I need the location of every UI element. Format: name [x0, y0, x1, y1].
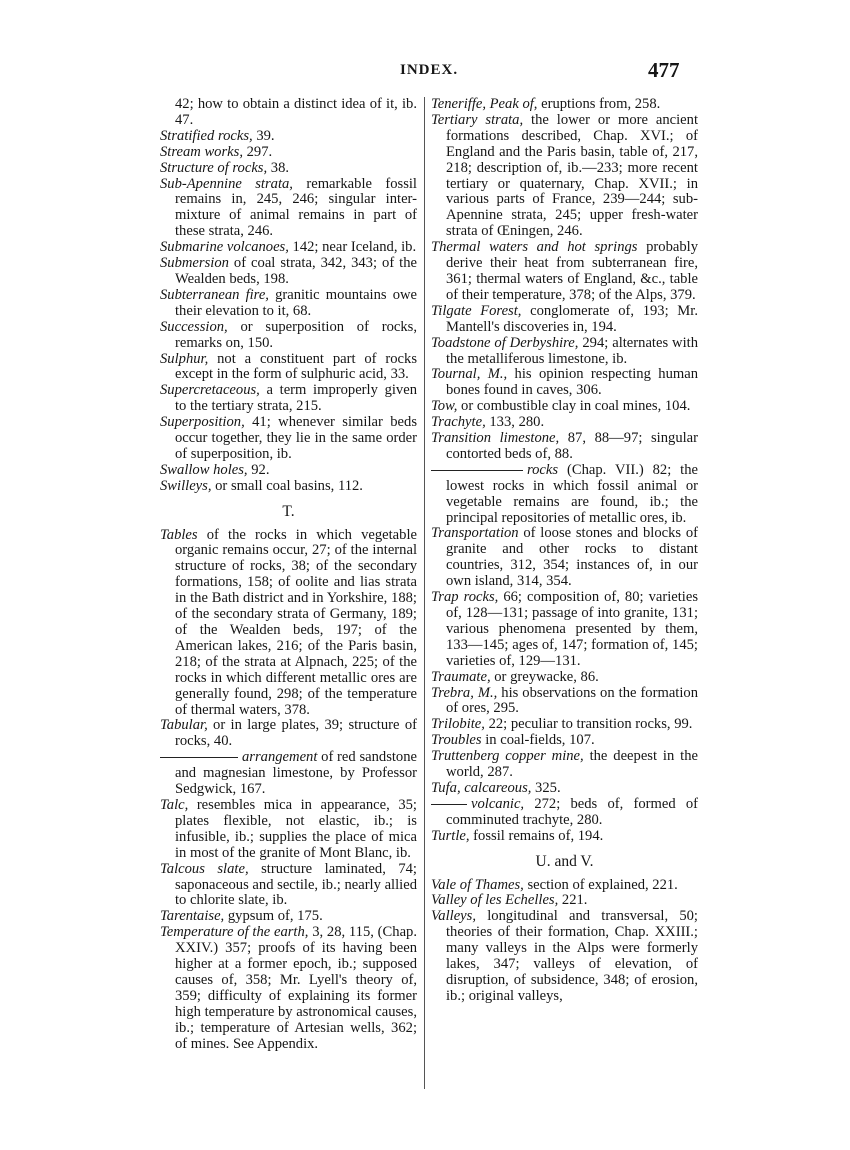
index-headword: Valley of les Echelles,	[431, 892, 559, 909]
index-entry-text: 42; how to obtain a distinct idea of it, ib. 47.	[175, 96, 417, 128]
index-headword: Tow,	[431, 398, 458, 415]
index-entry	[160, 383, 417, 415]
index-entry-text: of red sandstone and magnesian limestone, by Professor Sedgwick, 167.	[175, 749, 417, 798]
index-entry-text: 66; composition of, 80; varieties of, 128—131; passage of into granite, 131; various phenomena presented by them, 133—145; ages of, 147; formation of, 145; varieties of, 129—131.	[446, 589, 699, 669]
index-entry	[160, 177, 417, 241]
index-entry	[431, 590, 698, 670]
index-headword: Trachyte,	[431, 414, 486, 431]
index-headword: Sulphur,	[160, 350, 209, 367]
index-entry	[160, 256, 417, 288]
index-headword: Structure of rocks,	[160, 159, 268, 176]
index-entry-text: or combustible clay in coal mines, 104.	[457, 398, 691, 415]
index-entry-text: not a constituent part of rocks except in the form of sulphuric acid, 33.	[175, 350, 417, 383]
index-headword: Transportation	[431, 525, 519, 542]
index-entry-text: 272; beds of, formed of comminuted trachyte, 280.	[446, 795, 698, 828]
index-entry	[160, 718, 417, 750]
index-entry-text: 39.	[252, 127, 275, 144]
index-entry	[431, 733, 698, 749]
index-entry	[431, 367, 698, 399]
index-entry-text: or in large plates, 39; structure of rocks, 40.	[175, 717, 417, 750]
index-entry	[160, 463, 417, 479]
index-entry-text: granitic mountains owe their elevation to it, 68.	[175, 286, 418, 319]
index-entry-text: 297.	[242, 143, 273, 160]
index-entry-text: 294; alternates with the metalliferous limestone, ib.	[446, 334, 698, 367]
index-entry	[160, 925, 417, 1052]
index-entry	[160, 129, 417, 145]
index-entry	[431, 749, 698, 781]
index-entry	[160, 240, 417, 256]
ditto-dash	[160, 757, 238, 758]
index-entry-text: 22; peculiar to transition rocks, 99.	[484, 716, 693, 733]
index-entry-text: a term improperly given to the tertiary strata, 215.	[175, 382, 417, 415]
index-entry-text: 221.	[558, 892, 588, 909]
index-entry	[431, 878, 698, 894]
index-headword: Trap rocks,	[431, 589, 499, 606]
index-entry	[431, 781, 698, 797]
index-entry	[160, 415, 417, 463]
index-headword: Supercretaceous,	[160, 382, 260, 399]
index-entry	[431, 415, 698, 431]
index-entry	[431, 526, 698, 590]
index-entry	[431, 399, 698, 415]
index-headword: Tertiary strata,	[431, 111, 524, 128]
index-entry	[160, 862, 417, 910]
index-entry	[431, 113, 698, 240]
running-title: INDEX.	[400, 62, 459, 78]
index-subentry	[431, 797, 698, 829]
index-headword: Tufa, calcareous,	[431, 779, 532, 796]
index-headword: Temperature of the earth,	[160, 924, 309, 941]
index-headword: Superposition,	[160, 414, 245, 431]
index-headword: Vale of Thames,	[431, 876, 524, 893]
index-headword: Succession,	[160, 318, 228, 335]
index-headword: Thermal waters and hot springs	[431, 239, 638, 256]
index-headword: Troubles	[431, 732, 482, 749]
index-entry-text: or greywacke, 86.	[490, 668, 599, 685]
index-entry-text: his opinion respecting human bones found in caves, 306.	[446, 366, 698, 399]
index-entry-text: 92.	[247, 461, 270, 478]
index-entry	[160, 145, 417, 161]
index-entry-text: of coal strata, 342, 343; of the Wealden beds, 198.	[175, 255, 417, 287]
index-entry-text: gypsum of, 175.	[224, 908, 323, 925]
index-entry-text: or superposition of rocks, remarks on, 150.	[175, 318, 417, 351]
index-headword: Toadstone of Derbyshire,	[431, 334, 579, 351]
index-entry	[431, 670, 698, 686]
index-entry-text: his observations on the formation of ores, 295.	[446, 684, 699, 717]
index-entry-text: 325.	[531, 779, 561, 796]
index-section-heading: T.	[282, 502, 295, 520]
index-entry-text: probably derive their heat from subterranean fire, 361; thermal waters of England, &c., table of their temperature, 378; of the Alps, 379.	[446, 239, 699, 303]
index-entry-text: conglomerate of, 193; Mr. Mantell's discoveries in, 194.	[446, 302, 698, 335]
page-number: 477	[648, 58, 680, 82]
index-column-right	[431, 97, 698, 1005]
index-entry	[160, 288, 417, 320]
index-entry	[431, 431, 698, 463]
index-headword: Stream works,	[160, 143, 243, 160]
index-entry	[431, 829, 698, 845]
index-headword: Teneriffe, Peak of,	[431, 96, 538, 112]
index-headword: Swilleys,	[160, 477, 212, 494]
index-entry-continued	[160, 97, 417, 129]
index-headword: arrangement	[242, 749, 318, 766]
index-entry-text: of the rocks in which vegetable organic remains occur, 27; of the internal structure of rocks, 38; of the secondary formations, 158; of oolite and lias strata in the Bath district and in Yorkshire, 188; of the secondary strata of Germany, 189; of the Wealden beds, 197; of the American lakes, 216; of the Paris basin, 218; of the strata at Alpnach, 225; of the rocks in which different metallic ores are generally found, 298; of the temperature of thermal waters, 378.	[175, 526, 417, 718]
index-headword: Submersion	[160, 255, 229, 272]
index-section-heading: U. and V.	[535, 852, 594, 870]
ditto-dash	[431, 804, 467, 805]
column-divider	[424, 97, 425, 1089]
index-entry-text: 3, 28, 115, (Chap. XXIV.) 357; proofs of its having been higher at a former epoch, ib.; supposed causes of, 358; Mr. Lyell's theory of, 359; difficulty of explaining its former high temperature by astronomical causes, ib.; temperature of Artesian wells, 362; of mines. See Appendix.	[175, 924, 417, 1052]
index-entry-text: or small coal basins, 112.	[211, 477, 363, 494]
index-entry-text: section of explained, 221.	[523, 876, 678, 893]
index-headword: Traumate,	[431, 668, 491, 685]
index-entry	[431, 97, 698, 113]
index-headword: Truttenberg copper mine,	[431, 748, 584, 765]
index-column-left	[160, 97, 417, 1052]
index-entry-text: 41; whenever similar beds occur together, they lie in the same order of superposition, ib.	[175, 414, 417, 462]
index-entry	[160, 909, 417, 925]
index-headword: Valleys,	[431, 908, 476, 925]
index-entry-text: the lower or more ancient formations described, Chap. XVI.; of England and the Paris basin, table of, 217, 218; description of, ib.—233; more recent tertiary or quaternary, Chap. XVII.; in various parts of France, 239—244; sub-Apennine strata, 245; upper fresh-water strata of Œningen, 246.	[446, 111, 699, 240]
index-entry-text: in coal-fields, 107.	[481, 732, 595, 749]
index-headword: Swallow holes,	[160, 461, 248, 478]
index-headword: Subterranean fire,	[160, 286, 269, 303]
index-entry	[431, 240, 698, 304]
index-entry-text: structure laminated, 74; saponaceous and sectile, ib.; nearly allied to chlorite slate, ib.	[175, 860, 417, 909]
index-headword: Talc,	[160, 796, 189, 813]
index-headword: Submarine volcanoes,	[160, 239, 289, 256]
index-headword: Tables	[160, 526, 198, 543]
index-headword: Turtle,	[431, 827, 470, 844]
index-headword: Tabular,	[160, 717, 208, 734]
index-entry	[431, 717, 698, 733]
index-entry-text: of loose stones and blocks of granite and other rocks to distant countries, 312, 354; instances of, in our own island, 314, 354.	[446, 525, 698, 590]
index-entry-text: 87, 88—97; singular contorted beds of, 88.	[446, 430, 699, 462]
index-entry	[160, 352, 417, 384]
index-entry-text: 38.	[267, 159, 290, 176]
index-headword: Sub-Apennine strata,	[160, 175, 293, 192]
index-entry-text: remarkable fossil remains in, 245, 246; singular inter-mixture of animal remains in part of these strata, 246.	[175, 175, 417, 240]
index-headword: Trebra, M.,	[431, 684, 498, 701]
index-headword: Tarentaise,	[160, 908, 225, 925]
index-headword: Trilobite,	[431, 716, 485, 733]
index-entry	[160, 798, 417, 862]
index-entry	[431, 909, 698, 1004]
index-entry-text: resembles mica in appearance, 35; plates flexible, not elastic, ib.; is infusible, ib.; supplies the place of mica in most of the granite of Mont Blanc, ib.	[175, 796, 417, 861]
page-header	[0, 58, 850, 86]
index-entry-text: (Chap. VII.) 82; the lowest rocks in which fossil animal or vegetable remains are found, ib.; the principal repositories of metallic ores, ib.	[446, 461, 698, 526]
index-entry-text: eruptions from, 258.	[537, 96, 661, 112]
index-entry	[160, 479, 417, 495]
index-headword: Stratified rocks,	[160, 127, 253, 144]
index-subentry	[431, 463, 698, 527]
index-headword: rocks	[527, 461, 559, 478]
index-entry-text: 133, 280.	[485, 414, 545, 431]
index-entry	[160, 320, 417, 352]
index-entry-text: fossil remains of, 194.	[469, 827, 604, 844]
index-entry	[160, 528, 417, 719]
index-entry	[431, 336, 698, 368]
index-headword: Talcous slate,	[160, 860, 249, 877]
index-headword: Tournal, M.,	[431, 366, 508, 383]
index-headword: Tilgate Forest,	[431, 302, 522, 319]
index-headword: Transition limestone,	[431, 430, 560, 447]
index-entry-text: 142; near Iceland, ib.	[288, 239, 417, 256]
index-headword: volcanic,	[471, 795, 525, 812]
index-entry	[160, 161, 417, 177]
index-entry	[431, 893, 698, 909]
index-entry	[431, 304, 698, 336]
ditto-dash	[431, 470, 523, 471]
index-entry-text: longitudinal and transversal, 50; theories of their formation, Chap. XXIII.; many valleys in the Alps were formerly lakes, 347; valleys of elevation, of disruption, of subsidence, 348; of erosion, ib.; original valleys,	[446, 908, 698, 1004]
index-entry	[431, 686, 698, 718]
index-entry-text: the deepest in the world, 287.	[446, 748, 698, 781]
index-subentry	[160, 750, 417, 798]
